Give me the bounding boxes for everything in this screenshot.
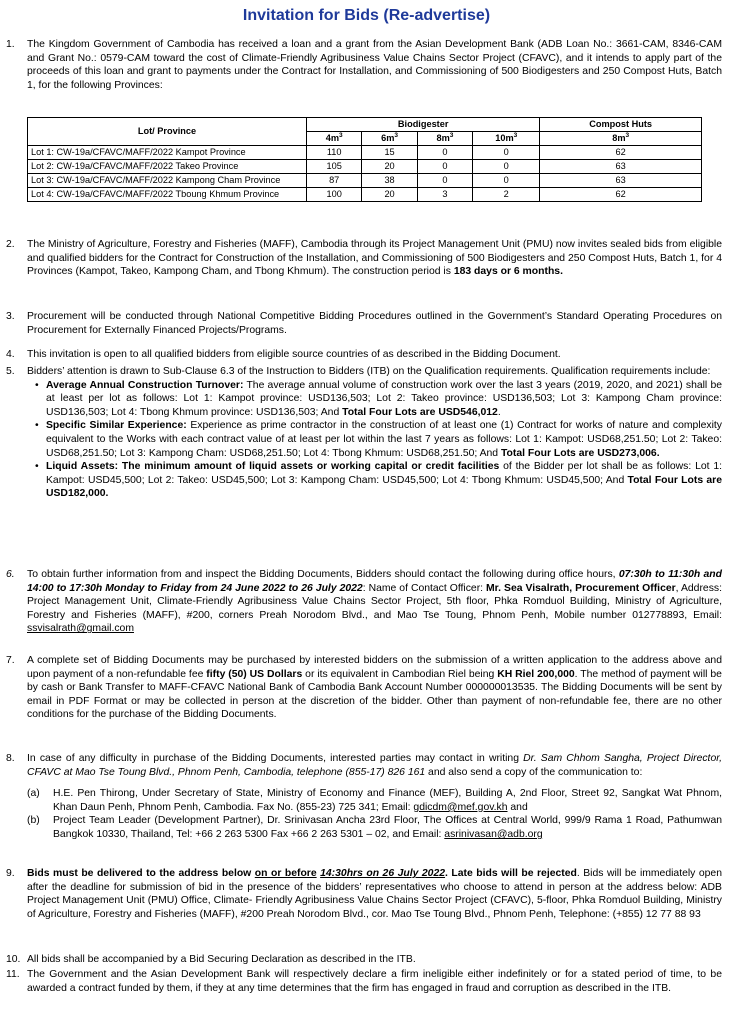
clause-number: 11. — [6, 969, 20, 980]
bullet-liquid-assets: • Liquid Assets: The minimum amount of liquid assets or working capital or credit facilities of the Bidder per lot shall be as follows: Lot 1: Kampot: USD45,500; Lot 2: Takeo: USD45,500; Lot 3: Kampong Cham: USD45,500; Lot 4: Tbong Khmum: USD45,500; And Total Four Lots are USD182,000. — [35, 461, 722, 500]
value-cell: 105 — [307, 160, 362, 174]
clause-text: All bids shall be accompanied by a Bid Securing Declaration as described in the ITB. — [27, 954, 416, 965]
clause-text: Procurement will be conducted through National Competitive Bidding Procedures outlined in the Government’s Standard Operating Procedures on Procurement for Externally Financed Projects/Programs. — [27, 311, 722, 336]
header-compost-huts: Compost Huts — [540, 118, 702, 132]
clause-number: 6. — [6, 569, 15, 580]
clause-11 — [6, 968, 722, 995]
clause-2 — [6, 238, 722, 279]
table-row — [28, 146, 702, 160]
value-cell: 38 — [362, 174, 417, 188]
value-cell: 20 — [362, 160, 417, 174]
value-cell: 62 — [540, 188, 702, 202]
lot-cell: Lot 2: CW-19a/CFAVC/MAFF/2022 Takeo Province — [28, 160, 307, 174]
clause-number: 1. — [6, 39, 15, 50]
clause-5 — [6, 365, 722, 501]
value-cell: 63 — [540, 160, 702, 174]
value-cell: 62 — [540, 146, 702, 160]
clause-text: In case of any difficulty in purchase of the Bidding Documents, interested parties may contact in writing Dr. Sam Chhom Sangha, Project Director, CFAVC at Mao Tse Toung Blvd., Phnom Penh, Cambodia, telephone (855-17) 826 161 and also send a copy of the communication to: — [27, 753, 723, 778]
value-cell: 0 — [417, 160, 472, 174]
adb-email-link[interactable]: asrinivasan@adb.org — [444, 828, 543, 840]
lot-cell: Lot 4: CW-19a/CFAVC/MAFF/2022 Tboung Khmum Province — [28, 188, 307, 202]
clause-1 — [6, 38, 722, 92]
clause-text: To obtain further information from and inspect the Bidding Documents, Bidders should contact the following during office hours, 07:30h to 11:30h and 14:00 to 17:30h Monday to Friday from 24 June 2022 to 26 July 2022: Name of Contact Officer: Mr. Sea Visalrath, Procurement Officer, Address: Project Management Unit, Climate-Friendly Agribusiness Value Chains Sector Project, 5th floor, Phka Romduol Building, Ministry of Agriculture, Forestry and Fisheries (MAFF), #200, corners Preah Norodom Blvd., and Mao Tse Toung, Phnom Penh, Mobile number 012778893, Email: ssvisalrath@gmail.com — [27, 569, 722, 635]
document-title: Invitation for Bids (Re-advertise) — [242, 7, 491, 24]
clause-4 — [6, 348, 722, 362]
lot-cell: Lot 1: CW-19a/CFAVC/MAFF/2022 Kampot Province — [28, 146, 307, 160]
clause-number: 8. — [6, 753, 15, 764]
bullet-turnover: • Average Annual Construction Turnover: The average annual volume of construction work over the last 3 years (2019, 2020, and 2021) shall be at least per lot as follows: Lot 1: Kampot province: USD136,503; Lot 2: Takeo province: USD136,503; Lot 3: Kampong Cham province: USD136,503; Lot 4: Tbong Khmum province: USD136,503; And Total Four Lots are USD546,012. — [35, 379, 722, 418]
clause-text: This invitation is open to all qualified bidders from eligible source countries of as described in the Bidding Document. — [27, 349, 561, 360]
clause-number: 3. — [6, 311, 15, 322]
clause-number: 10. — [6, 954, 21, 965]
value-cell: 2 — [473, 188, 540, 202]
clause-6 — [6, 568, 722, 636]
table-row — [28, 188, 702, 202]
lots-table — [27, 117, 702, 202]
clause-number: 7. — [6, 655, 15, 666]
value-cell: 20 — [362, 188, 417, 202]
clause-8 — [6, 752, 722, 842]
clause-text: The Kingdom Government of Cambodia has received a loan and a grant from the Asian Development Bank (ADB Loan No.: 3661-CAM, 8346-CAM and Grant No.: 0579-CAM toward the cost of Climate-Friendly Agribusiness Value Chains Sector Project (CFAVC), and it intends to apply part of the proceeds of this loan and grant to payments under the Contract for Installation, and Commissioning of 500 Biodigesters and 250 Compost Huts, Batch 1, for the following Provinces: — [27, 39, 722, 91]
table-row — [28, 160, 702, 174]
header-biodigester: Biodigester — [307, 118, 540, 132]
value-cell: 87 — [307, 174, 362, 188]
value-cell: 15 — [362, 146, 417, 160]
header-size: $8m^3$ — [417, 132, 472, 146]
clause-text: The Ministry of Agriculture, Forestry and Fisheries (MAFF), Cambodia through its Project Management Unit (PMU) now invites sealed bids from eligible and qualified bidders for the Contract for Construction of the Installation, and Commissioning of 500 Biodigesters and 250 Compost Huts, Batch 1, for 4 Provinces (Kampot, Takeo, Kampong Cham, and Tbong Khmum). The construction period is 183 days or 6 months. — [27, 239, 722, 278]
clause-9 — [6, 867, 722, 921]
header-size: $8m^3$ — [540, 132, 702, 146]
value-cell: 0 — [473, 146, 540, 160]
header-lot-province: Lot/ Province — [28, 118, 307, 146]
subclause-b: (b) Project Team Leader (Development Partner), Dr. Srinivasan Ancha 23rd Floor, The Offices at Central World, 999/9 Rama 1 Road, Pathumwan Bangkok 10330, Thailand, Tel: +66 2 263 5300 Fax +66 2 263 5301 – 02, and Email: asrinivasan@adb.org — [27, 815, 722, 840]
value-cell: 0 — [417, 146, 472, 160]
clause-number: 5. — [6, 366, 15, 377]
mef-email-link[interactable]: gdicdm@mef.gov.kh — [413, 801, 508, 813]
header-size: $6m^3$ — [362, 132, 417, 146]
value-cell: 110 — [307, 146, 362, 160]
value-cell: 3 — [417, 188, 472, 202]
value-cell: 0 — [473, 160, 540, 174]
clause-text: Bids must be delivered to the address below on or before 14:30hrs on 26 July 2022. Late bids will be rejected. Bids will be immediately open after the deadline for submission of bid in the presence of the bidders’ representatives who choose to attend in person at the address below: ADB Project Management Unit (PMU) Office, Climate- Friendly Agribusiness Value Chains Sector Project (CFAVC), 5-floor, Phka Romduol Building, Ministry of Agriculture, Forestry and Fisheries (MAFF), #200 Preah Norodom Blvd., cor. Mao Tse Toung Blvd., Phnom Penh, Telephone: (+855) 12 77 88 93 — [27, 868, 722, 920]
clause-3 — [6, 310, 722, 337]
header-size: $4m^3$ — [307, 132, 362, 146]
header-size: $10m^3$ — [473, 132, 540, 146]
value-cell: 0 — [417, 174, 472, 188]
clause-number: 9. — [6, 868, 15, 879]
clause-10 — [6, 953, 722, 967]
subclause-a: (a) H.E. Pen Thirong, Under Secretary of State, Ministry of Economy and Finance (MEF), Building A, 2nd Floor, Street 92, Sangkat Wat Phnom, Khan Daun Penh, Phnom Penh, Cambodia. Fax No. (855-23) 725 341; Email: gdicdm@mef.gov.kh and — [27, 788, 722, 813]
table-header-row — [28, 118, 702, 132]
value-cell: 63 — [540, 174, 702, 188]
clause-7 — [6, 654, 722, 722]
value-cell: 0 — [473, 174, 540, 188]
clause-number: 2. — [6, 239, 15, 250]
clause-text: A complete set of Bidding Documents may be purchased by interested bidders on the submission of a written application to the address above and upon payment of a non-refundable fee fifty (50) US Dollars or its equivalent in Cambodian Riel being KH Riel 200,000. The method of payment will be by cash or Bank Transfer to MAFF-CFAVC National Bank of Cambodia Bank Account Number 000000013535. The Bidding Documents will be sent by email in PDF Format or may be collected in person at the discretion of the bidder. Other than payment of non-refundable fee, there are no other conditions for the purchase of the Bidding Documents. — [27, 655, 722, 721]
value-cell: 100 — [307, 188, 362, 202]
lot-cell: Lot 3: CW-19a/CFAVC/MAFF/2022 Kampong Cham Province — [28, 174, 307, 188]
clause-number: 4. — [6, 349, 15, 360]
clause-text: The Government and the Asian Development Bank will respectively declare a firm ineligible either indefinitely or for a stated period of time, to be awarded a contract funded by them, if they at any time determines that the firm has engaged in fraud and corruption as described in the ITB. — [27, 969, 722, 994]
clause-text: Bidders’ attention is drawn to Sub-Clause 6.3 of the Instruction to Bidders (ITB) on the Qualification requirements. Qualification requirements include: • Average Annual Construction Turnover: The average annual volume of construction work over the last 3 years (2019, 2020, and 2021) shall be at least per lot as follows: Lot 1: Kampot province: USD136,503; Lot 2: Takeo province: USD136,503; Lot 3: Kampong Cham province: USD136,503; Lot 4: Tbong Khmum province: USD136,503; And Total Four Lots are USD546,012. • Specific Similar Experience: Experience as prime contractor in the construction of at least one (1) Contract for works of nature and complexity equivalent to the Works with each contract value of at least per lot within the last 7 years as follows: Lot 1: Kampot: USD68,251.50; Lot 2: Takeo: USD68,251.50; Lot 3: Kampong Cham: USD68,251.50; Lot 4: Tbong Khmum: USD68,251.50; And Total Four Lots are USD273,006. • Liquid Assets: The minimum amount of liquid assets or working capital or credit facilities of the Bidder per lot shall be as follows: Lot 1: Kampot: USD45,500; Lot 2: Takeo: USD45,500; Lot 3: Kampong Cham: USD45,500; Lot 4: Tbong Khmum: USD45,500; And Total Four Lots are USD182,000. — [27, 366, 722, 500]
contact-email-link[interactable]: ssvisalrath@gmail.com — [27, 623, 134, 635]
bullet-experience: • Specific Similar Experience: Experience as prime contractor in the construction of at least one (1) Contract for works of nature and complexity equivalent to the Works with each contract value of at least per lot within the last 7 years as follows: Lot 1: Kampot: USD68,251.50; Lot 2: Takeo: USD68,251.50; Lot 3: Kampong Cham: USD68,251.50; Lot 4: Tbong Khmum: USD68,251.50; And Total Four Lots are USD273,006. — [35, 420, 722, 459]
table-row — [28, 174, 702, 188]
